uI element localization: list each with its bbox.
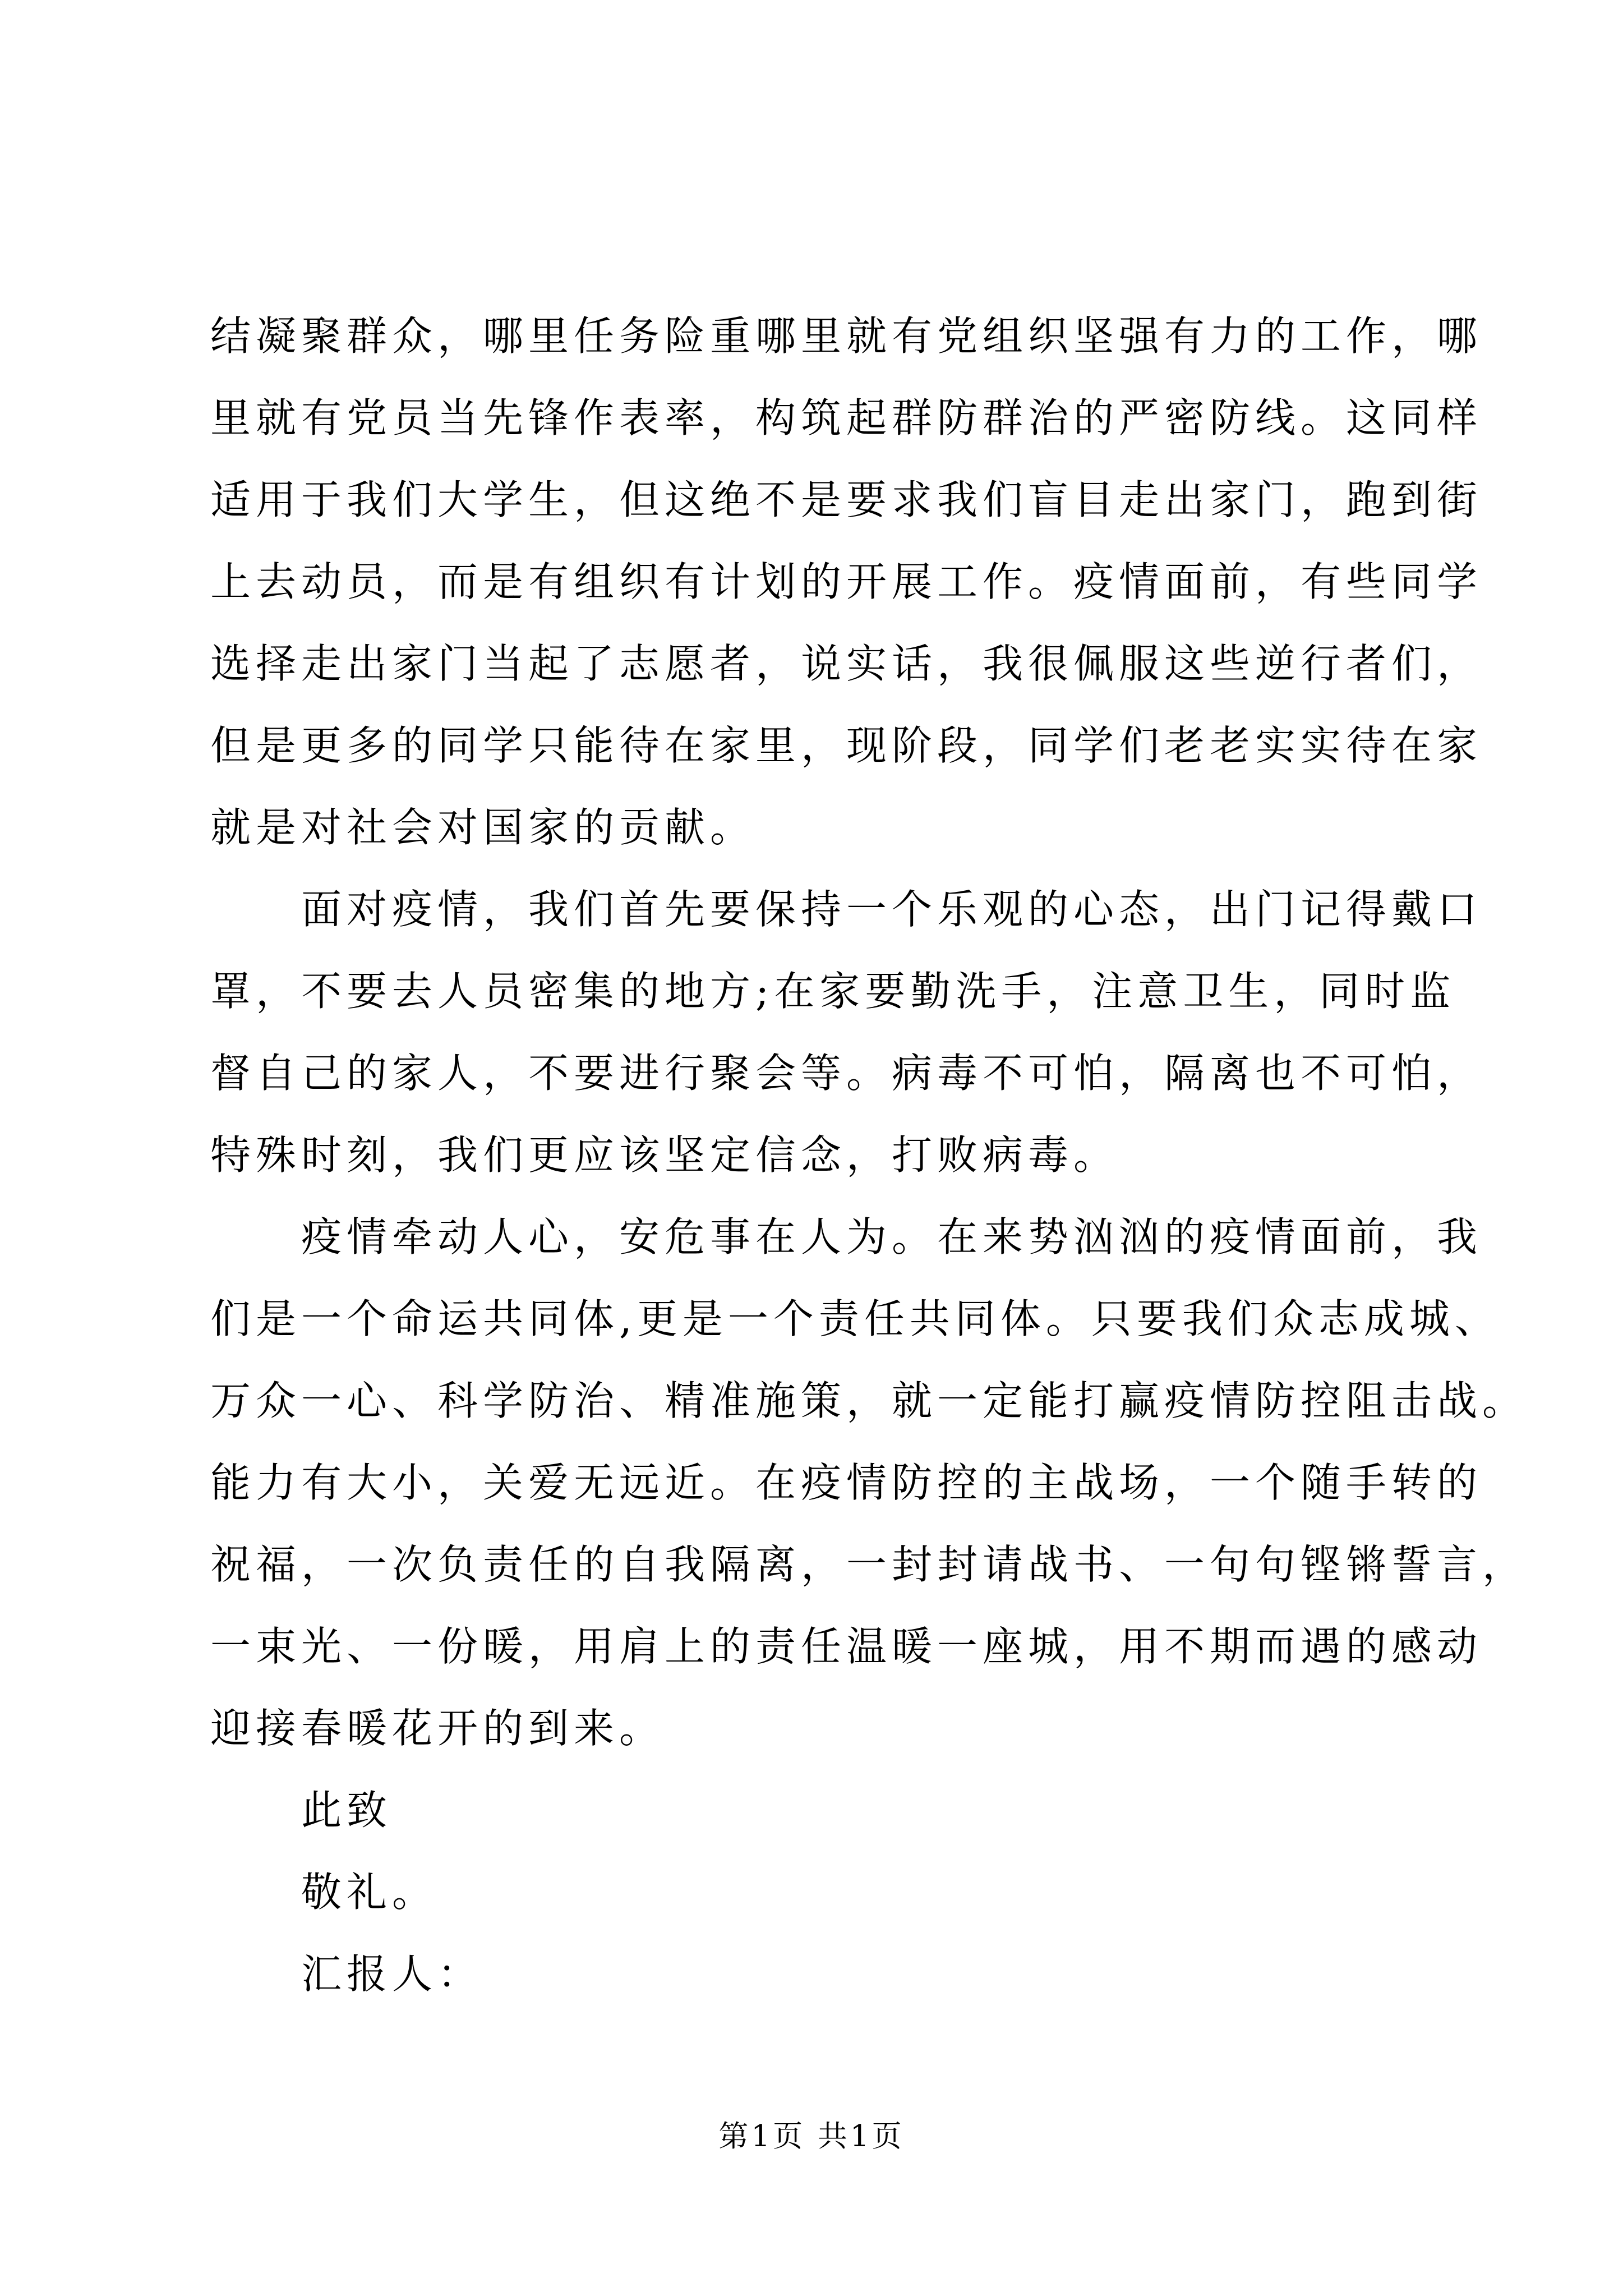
text-line: 们是一个命运共同体,更是一个责任共同体。只要我们众志成城、 <box>210 1295 1500 1342</box>
text-line: 能力有大小，关爱无远近。在疫情防控的主战场，一个随手转的 <box>210 1459 1483 1506</box>
text-line: 选择走出家门当起了志愿者，说实话，我很佩服这些逆行者们， <box>210 640 1483 687</box>
text-line: 祝福，一次负责任的自我隔离，一封封请战书、一句句铿锵誓言， <box>210 1541 1528 1588</box>
text-line: 此致 <box>301 1787 393 1834</box>
text-line: 面对疫情，我们首先要保持一个乐观的心态，出门记得戴口 <box>301 886 1483 933</box>
text-line: 敬礼。 <box>301 1869 438 1916</box>
document-body <box>210 295 1528 2015</box>
text-line: 但是更多的同学只能待在家里，现阶段，同学们老老实实待在家 <box>210 722 1483 769</box>
text-line: 迎接春暖花开的到来。 <box>210 1705 665 1752</box>
text-line: 罩，不要去人员密集的地方;在家要勤洗手，注意卫生，同时监 <box>210 968 1456 1015</box>
page-footer <box>0 2119 1623 2154</box>
text-line: 督自己的家人，不要进行聚会等。病毒不可怕，隔离也不可怕， <box>210 1050 1483 1097</box>
text-line: 适用于我们大学生，但这绝不是要求我们盲目走出家门，跑到街 <box>210 476 1483 523</box>
text-line: 汇报人： <box>301 1950 483 1998</box>
text-line: 特殊时刻，我们更应该坚定信念，打败病毒。 <box>210 1131 1119 1179</box>
text-line: 上去动员，而是有组织有计划的开展工作。疫情面前，有些同学 <box>210 558 1483 605</box>
text-line: 疫情牵动人心，安危事在人为。在来势汹汹的疫情面前，我 <box>301 1213 1483 1260</box>
text-line: 就是对社会对国家的贡献。 <box>210 804 756 851</box>
text-line: 结凝聚群众，哪里任务险重哪里就有党组织坚强有力的工作，哪 <box>210 312 1483 360</box>
text-line: 里就有党员当先锋作表率，构筑起群防群治的严密防线。这同样 <box>210 394 1483 441</box>
text-line: 万众一心、科学防治、精准施策，就一定能打赢疫情防控阻击战。 <box>210 1377 1528 1424</box>
text-line: 一束光、一份暖，用肩上的责任温暖一座城，用不期而遇的感动 <box>210 1623 1483 1670</box>
page-number-label: 第1页 共1页 <box>718 2119 905 2154</box>
